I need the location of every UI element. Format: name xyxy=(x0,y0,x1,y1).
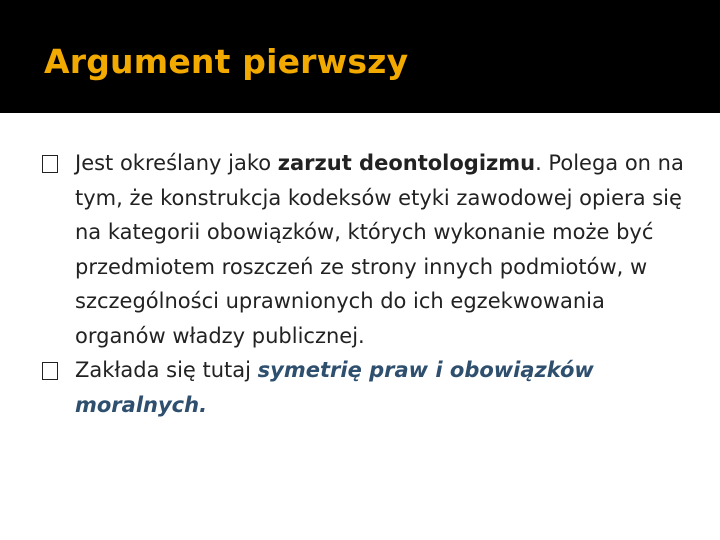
bullet-item-1 xyxy=(42,146,694,353)
square-bullet-icon xyxy=(42,362,58,380)
bullet-2-emphasis: symetrię praw i obowiązków moralnych. xyxy=(75,358,594,417)
title-bar xyxy=(0,0,720,113)
square-bullet-icon xyxy=(42,155,58,173)
bullet-1-text-after: . Polega on na tym, że konstrukcja kodeksów etyki zawodowej opiera się na kategorii obowiązków, których wykonanie może być przedmiotem roszczeń ze strony innych podmiotów, w szczególności uprawnionych do ich egzekwowania organów władzy publicznej. xyxy=(75,151,684,348)
slide-body xyxy=(42,146,694,422)
bullet-1-text-before: Jest określany jako xyxy=(75,151,278,175)
slide-title: Argument pierwszy xyxy=(44,42,409,81)
bullet-1-bold-term: zarzut deontologizmu xyxy=(277,151,536,175)
bullet-item-2 xyxy=(42,353,694,422)
bullet-2-text-before: Zakłada się tutaj xyxy=(75,358,258,382)
